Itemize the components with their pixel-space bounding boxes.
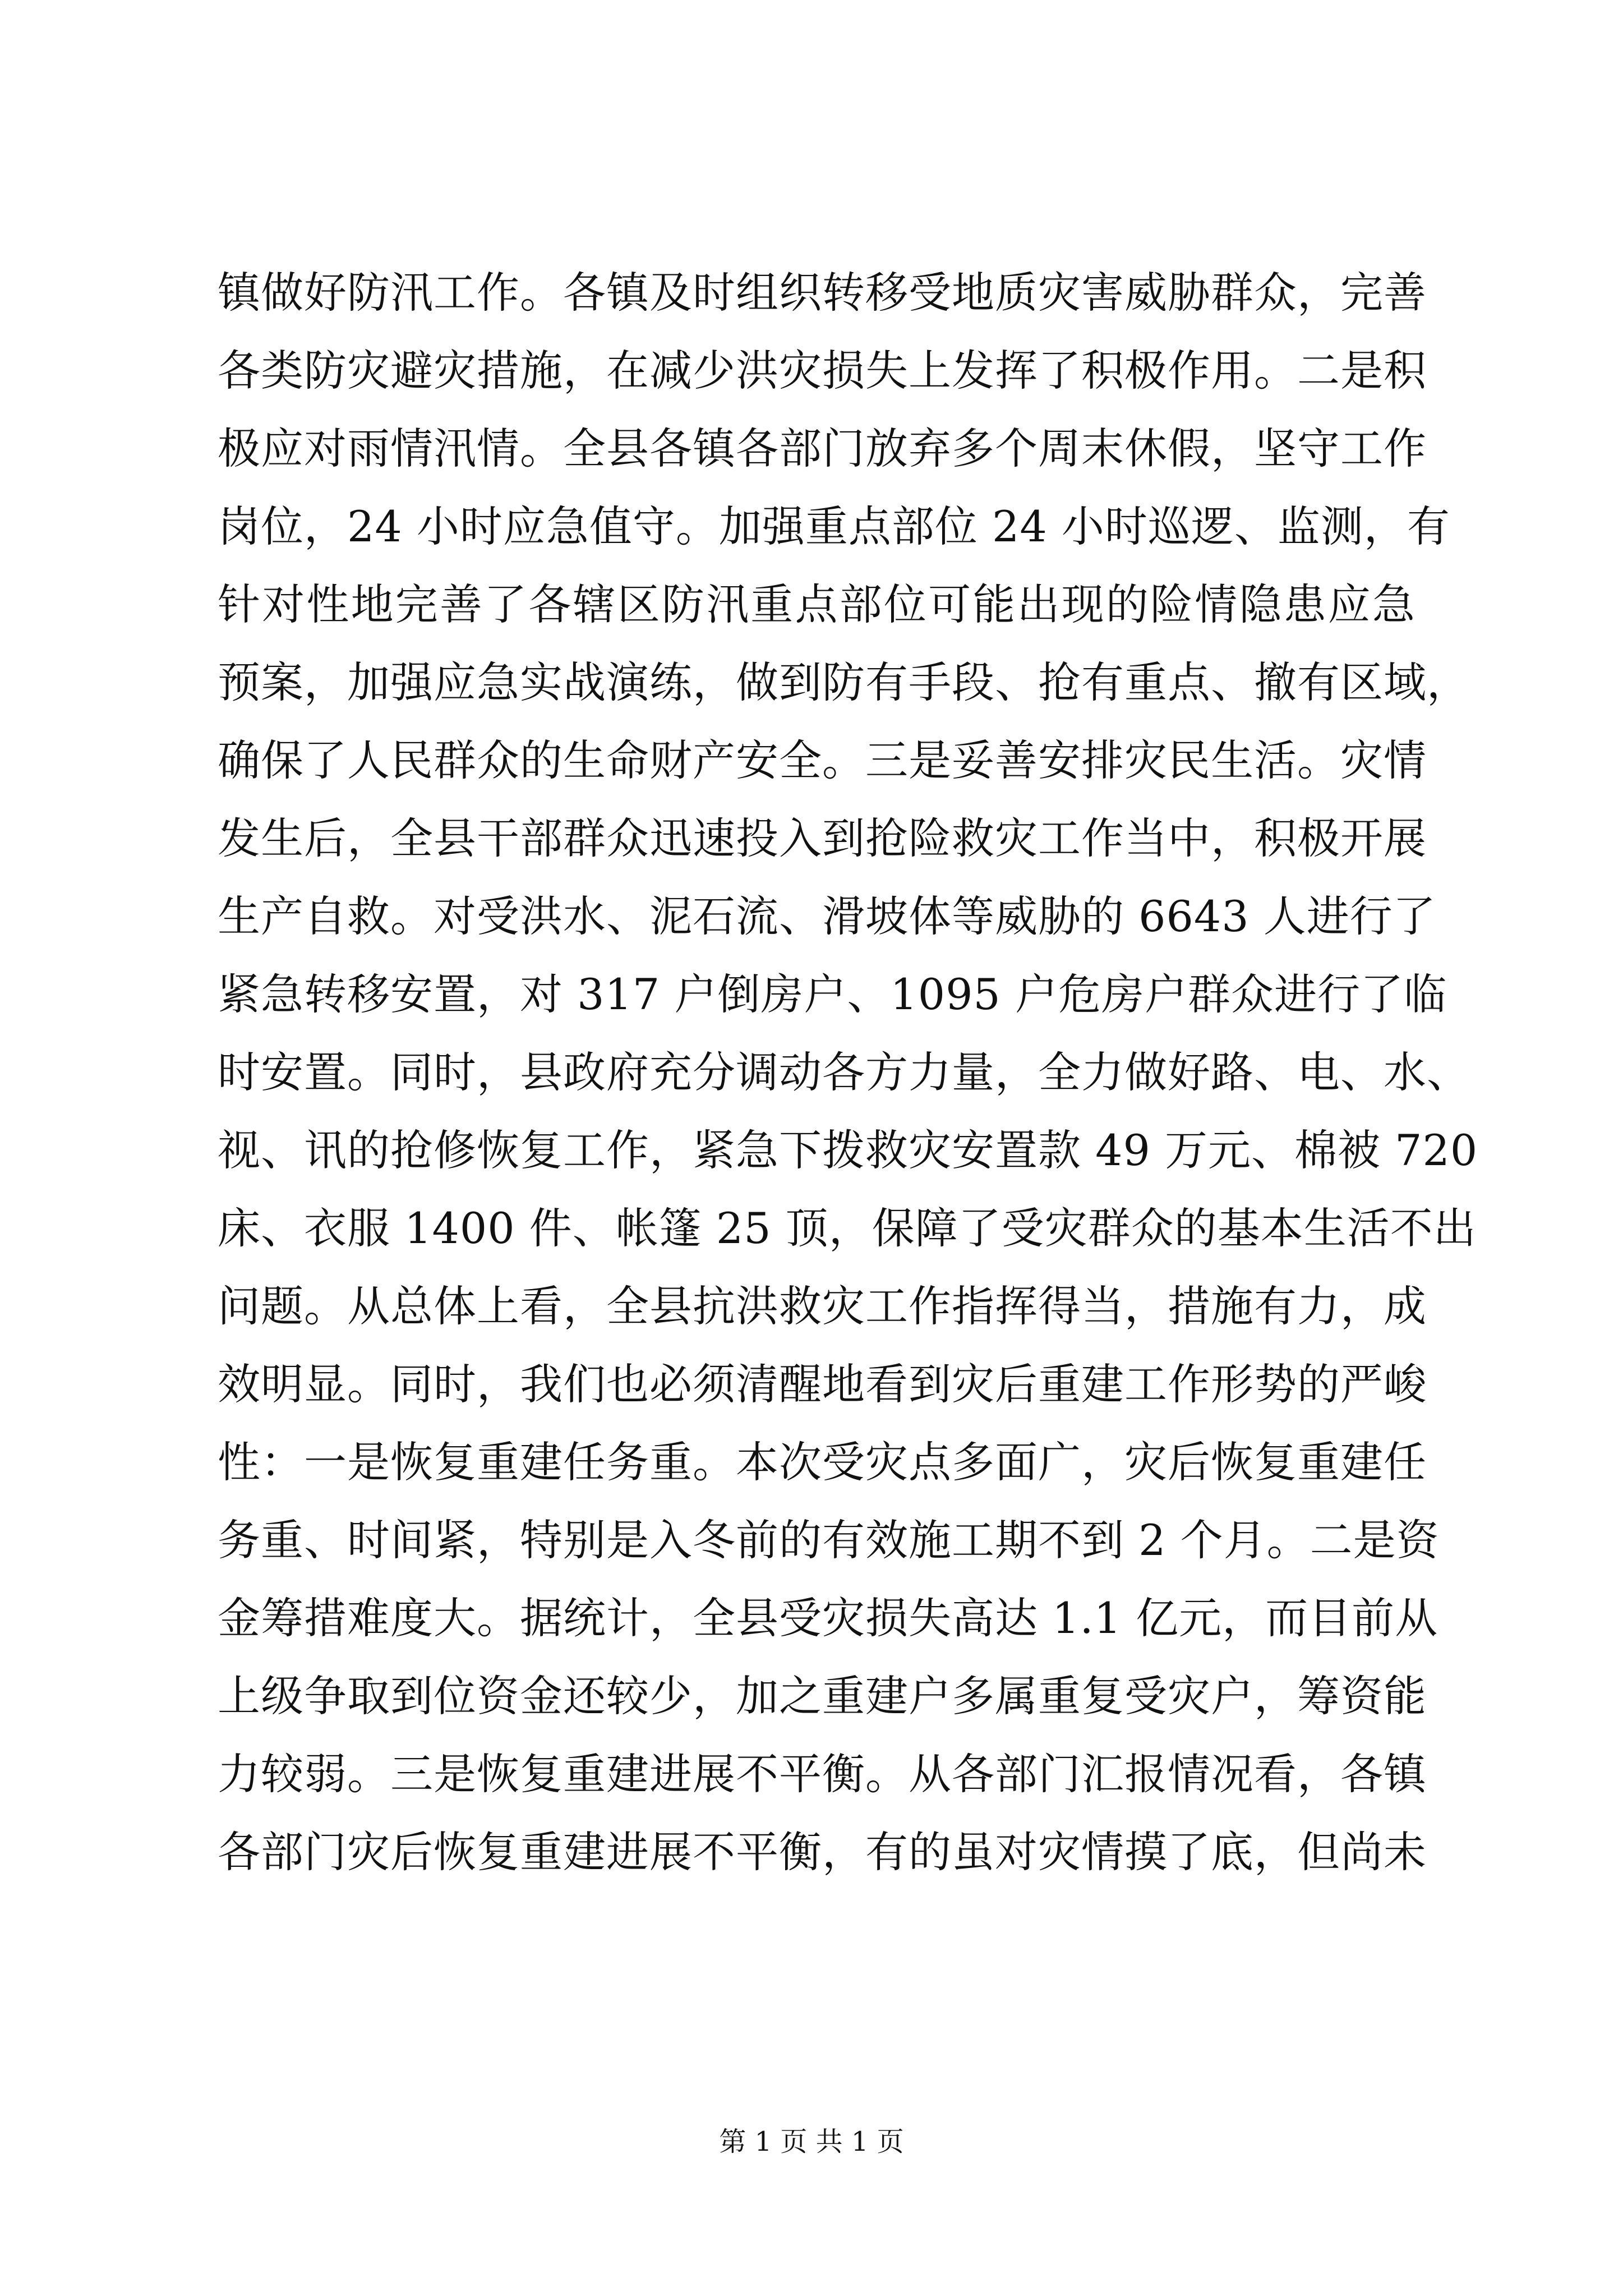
- text-line: 岗位，24 小时应急值守。加强重点部位 24 小时巡逻、监测，有: [218, 501, 1450, 551]
- body-text: [218, 254, 1478, 1891]
- text-line: 各类防灾避灾措施，在减少洪灾损失上发挥了积极作用。二是积: [218, 346, 1427, 395]
- text-line: 问题。从总体上看，全县抗洪救灾工作指挥得当，措施有力，成: [218, 1281, 1427, 1331]
- text-line: 效明显。同时，我们也必须清醒地看到灾后重建工作形势的严峻: [218, 1359, 1427, 1409]
- text-line: 务重、时间紧，特别是入冬前的有效施工期不到 2 个月。二是资: [218, 1515, 1440, 1565]
- text-line: 针对性地完善了各辖区防汛重点部位可能出现的险情隐患应急: [218, 579, 1415, 629]
- page-footer: 第 1 页 共 1 页: [719, 2126, 904, 2157]
- text-line: 性：一是恢复重建任务重。本次受灾点多面广，灾后恢复重建任: [218, 1437, 1427, 1487]
- text-line: 金筹措难度大。据统计，全县受灾损失高达 1.1 亿元，而目前从: [218, 1593, 1438, 1643]
- text-line: 生产自救。对受洪水、泥石流、滑坡体等威胁的 6643 人进行了: [218, 891, 1436, 941]
- text-line: 时安置。同时，县政府充分调动各方力量，全力做好路、电、水、: [218, 1047, 1470, 1097]
- text-line: 力较弱。三是恢复重建进展不平衡。从各部门汇报情况看，各镇: [218, 1749, 1427, 1799]
- text-line: 极应对雨情汛情。全县各镇各部门放弃多个周末休假，坚守工作: [218, 424, 1427, 473]
- text-line: 预案，加强应急实战演练，做到防有手段、抢有重点、撤有区域，: [218, 657, 1470, 707]
- text-line: 各部门灾后恢复重建进展不平衡，有的虽对灾情摸了底，但尚未: [218, 1827, 1427, 1877]
- text-line: 床、衣服 1400 件、帐篷 25 顶，保障了受灾群众的基本生活不出: [218, 1203, 1477, 1253]
- text-line: 上级争取到位资金还较少，加之重建户多属重复受灾户，筹资能: [218, 1671, 1427, 1721]
- text-line: 确保了人民群众的生命财产安全。三是妥善安排灾民生活。灾情: [218, 735, 1427, 785]
- text-line: 紧急转移安置，对 317 户倒房户、1095 户危房户群众进行了临: [218, 969, 1447, 1019]
- text-line: 发生后，全县干部群众迅速投入到抢险救灾工作当中，积极开展: [218, 813, 1427, 863]
- text-line: 视、讯的抢修恢复工作，紧急下拨救灾安置款 49 万元、棉被 720: [218, 1125, 1478, 1175]
- text-line: 镇做好防汛工作。各镇及时组织转移受地质灾害威胁群众，完善: [218, 268, 1427, 318]
